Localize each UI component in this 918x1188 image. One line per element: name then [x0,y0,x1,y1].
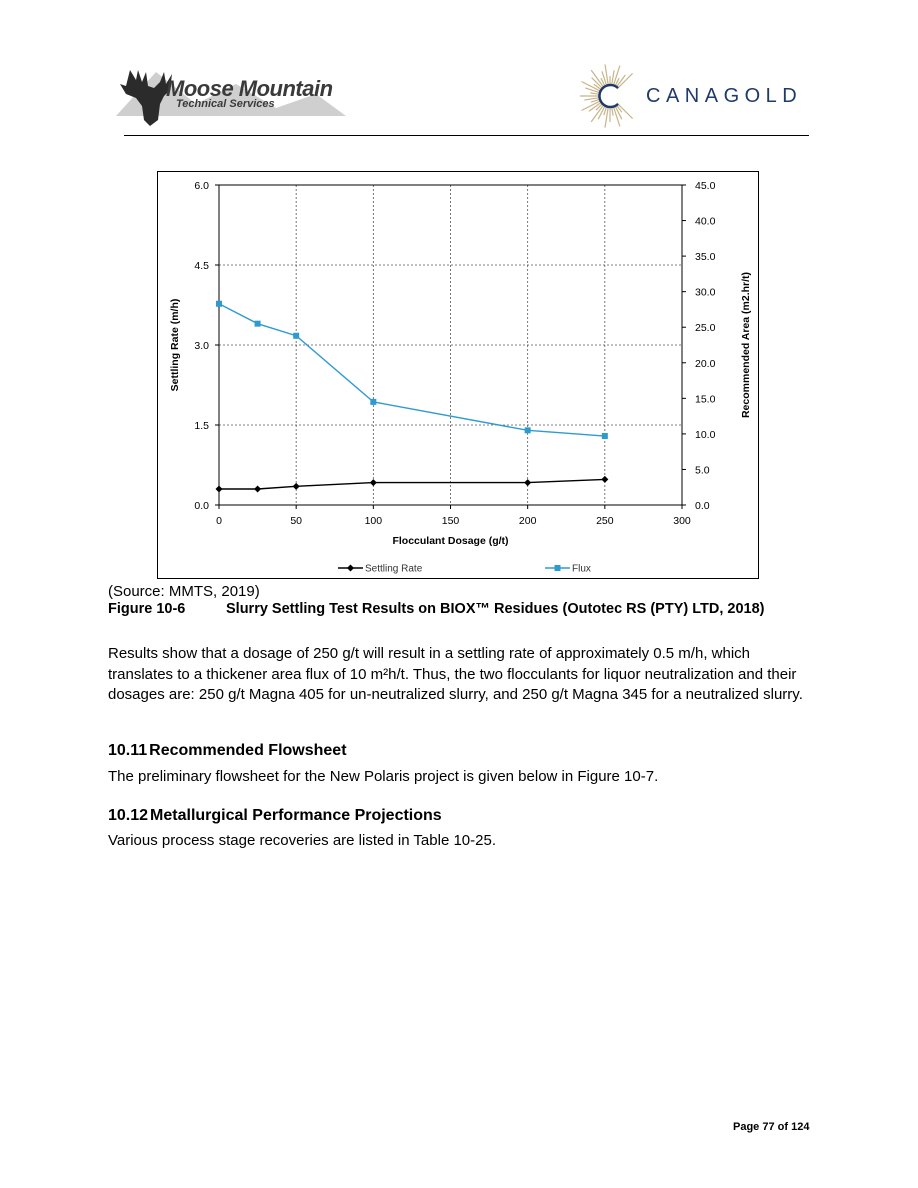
y-tick-label: 1.5 [194,420,209,432]
y-axis-label: Settling Rate (m/h) [169,298,181,392]
y2-tick-label: 40.0 [695,215,716,228]
x-tick-label: 300 [673,515,691,527]
series-line [219,479,605,489]
figure-number: Figure 10-6 [108,601,186,617]
data-point [370,479,377,486]
logo-title: Moose Mountain [166,76,333,101]
results-paragraph: Results show that a dosage of 250 g/t will result in a settling rate of approximately 0.5 m/h, which translates to a thickener area flux of 10 m²h/t. Thus, the two flocculants for liquor neutralization and their dosages are: 250 g/t Magna 405 for un-neutralized slurry, and 250 g/t Magna 345 for a neutralized slurry. [108,645,803,703]
y2-tick-label: 25.0 [695,322,716,335]
x-tick-label: 100 [364,515,383,527]
y-tick-label: 3.0 [194,340,209,352]
section-number: 10.12 [108,807,149,824]
x-tick-label: 150 [441,515,460,527]
y-tick-label: 0.0 [194,500,209,512]
canagold-logo [580,62,810,130]
x-tick-label: 50 [290,515,303,527]
y2-axis-label: Recommended Area (m2.hr/t) [740,271,752,419]
sunburst-ray [617,103,633,119]
data-point [255,321,261,327]
legend-label: Flux [572,563,591,575]
section-number: 10.11 [108,742,148,759]
y-tick-label: 6.0 [194,180,209,192]
sunburst-ray [591,104,604,122]
figure-title: Slurry Settling Test Results on BIOX™ Residues (Outotec RS (PTY) LTD, 2018) [226,601,765,617]
y2-tick-label: 15.0 [695,393,716,406]
logo-subtitle: Technical Services [176,98,275,110]
x-tick-label: 0 [216,515,222,527]
x-axis-label: Flocculant Dosage (g/t) [392,535,509,547]
series-line [219,304,605,436]
data-point [216,301,222,307]
legend-marker [347,565,354,572]
figure-caption [108,601,764,617]
data-point [370,399,376,405]
data-point [293,483,300,490]
data-point [216,486,223,493]
y2-tick-label: 35.0 [695,251,716,264]
y-tick-label: 4.5 [194,260,209,272]
sunburst-icon [580,62,646,130]
logo-c-mark [599,85,618,107]
y2-tick-label: 30.0 [695,286,716,299]
header-divider [124,135,809,136]
y2-tick-label: 0.0 [695,500,710,512]
x-tick-label: 200 [518,515,537,527]
data-point [254,486,261,493]
y2-tick-label: 20.0 [695,357,716,370]
chart-svg [158,172,760,580]
data-point [293,333,299,339]
legend-marker [555,565,561,571]
section-title: Recommended Flowsheet [149,742,347,759]
moose-mountain-logo [116,64,346,128]
data-point [601,476,608,483]
y2-tick-label: 10.0 [695,428,716,441]
section-heading-flowsheet [108,742,347,760]
legend-label: Settling Rate [365,563,423,575]
y2-tick-label: 5.0 [695,464,710,477]
canagold-wordmark: CANAGOLD [646,85,803,107]
page-number: Page 77 of 124 [733,1121,810,1133]
x-tick-label: 250 [596,515,614,527]
data-point [525,427,531,433]
performance-paragraph: Various process stage recoveries are listed in Table 10-25. [108,832,496,849]
section-title: Metallurgical Performance Projections [150,807,442,824]
section-heading-performance [108,807,442,825]
flowsheet-paragraph: The preliminary flowsheet for the New Polaris project is given below in Figure 10-7. [108,768,659,785]
source-note: (Source: MMTS, 2019) [108,583,260,600]
data-point [524,479,531,486]
data-point [602,433,608,439]
y2-tick-label: 45.0 [695,180,716,192]
settling-chart [157,171,759,579]
